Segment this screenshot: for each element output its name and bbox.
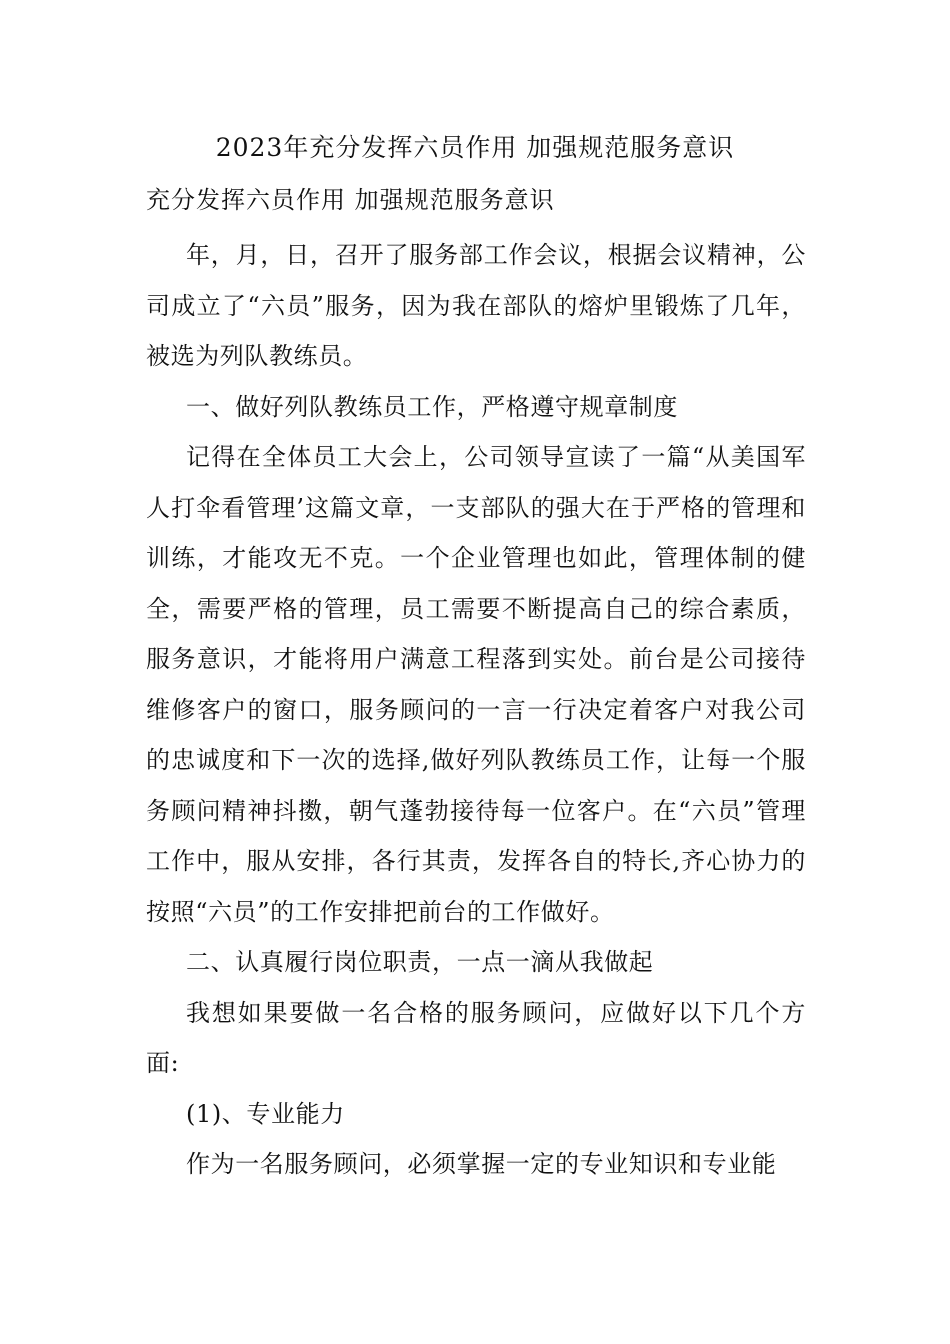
paragraph-section-1: 记得在全体员工大会上，公司领导宣读了一篇“从美国军人打伞看管理’这篇文章，一支部队的强大在于严格的管理和训练，才能攻无不克。一个企业管理也如此，管理体制的健全，需要严格的管理，员工需要不断提高自己的综合素质，服务意识，才能将用户满意工程落到实处。前台是公司接待维修客户的窗口，服务顾问的一言一行决定着客户对我公司的忠诚度和下一次的选择,做好列队教练员工作，让每一个服务顾问精神抖擞，朝气蓬勃接待每一位客户。在“六员”管理工作中，服从安排，各行其责，发挥各自的特长,齐心协力的按照“六员”的工作安排把前台的工作做好。 [146,443,806,926]
paragraph-subsection-1: 作为一名服务顾问，必须掌握一定的专业知识和专业能 [186,1150,777,1178]
paragraph-section-2: 我想如果要做一名合格的服务顾问，应做好以下几个方面: [146,998,806,1077]
section-heading-1: 一、做好列队教练员工作，严格遵守规章制度 [186,392,678,421]
document-title: 2023年充分发挥六员作用 加强规范服务意识 [215,133,735,162]
document-body [146,230,806,1190]
subsection-heading-1: (1)、专业能力 [186,1099,345,1128]
paragraph-intro: 年，月，日，召开了服务部工作会议，根据会议精神，公司成立了“六员”服务，因为我在部队的熔炉里锻炼了几年，被选为列队教练员。 [146,241,806,370]
document-subtitle: 充分发挥六员作用 加强规范服务意识 [146,186,555,214]
section-heading-2: 二、认真履行岗位职责，一点一滴从我做起 [186,948,654,976]
